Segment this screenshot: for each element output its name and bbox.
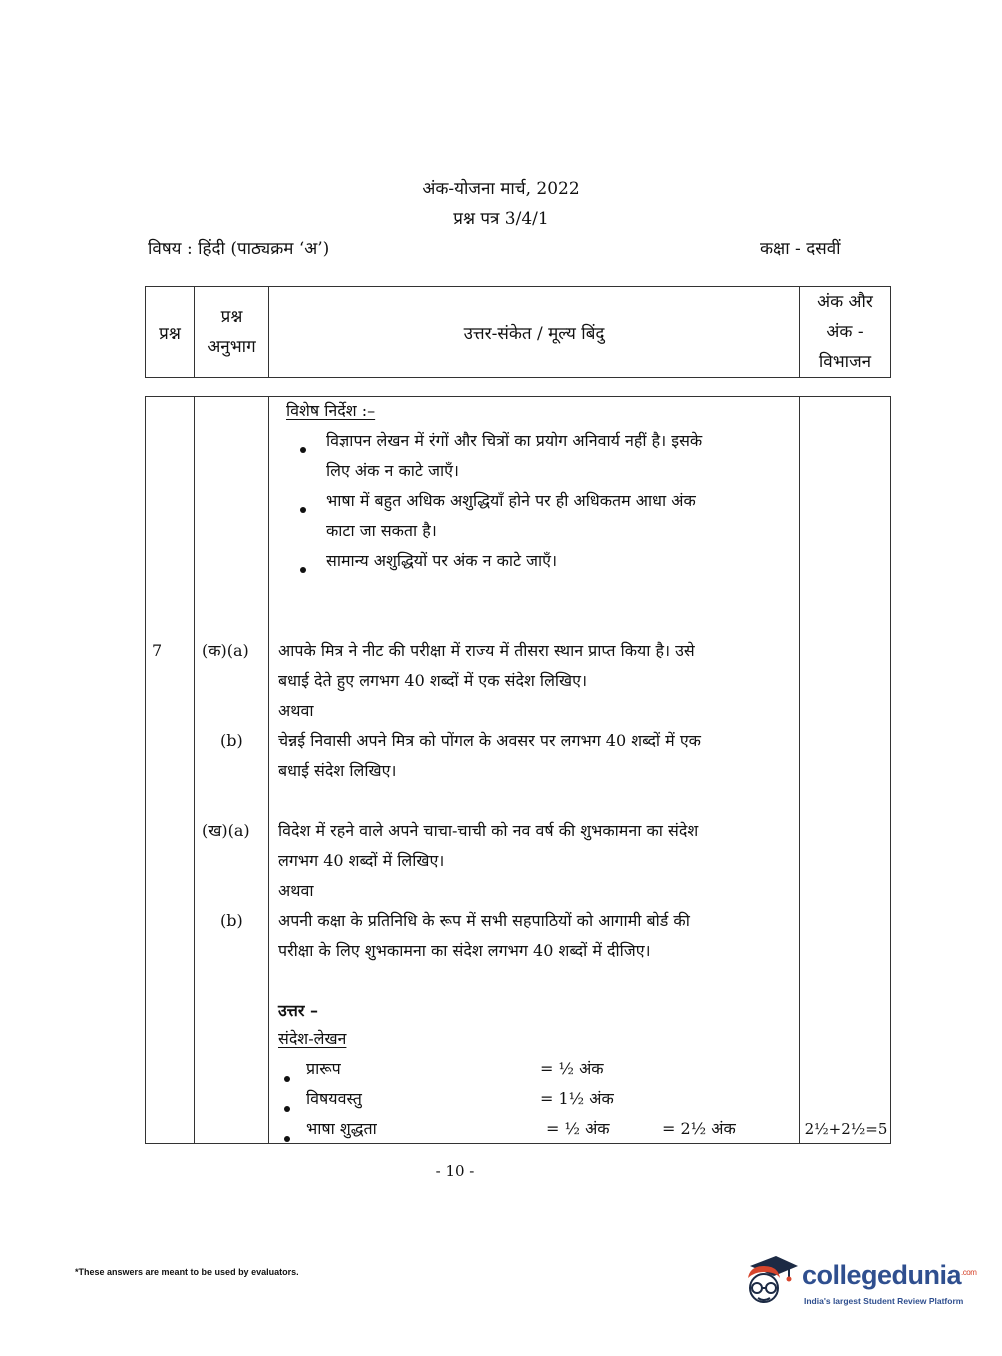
special-bullet-1: विज्ञापन लेखन में रंगों और चित्रों का प्रयोग अनिवार्य नहीं है। इसके लिए अंक न काटे जाएँ। (326, 431, 703, 480)
col-question: प्रश्न (159, 323, 181, 344)
page-number: - 10 - (435, 1162, 475, 1180)
marks-total: 2½+2½=5 (804, 1120, 888, 1138)
mascot-icon (742, 1252, 798, 1308)
part-kha-a-label: (ख)(a) (202, 821, 250, 840)
criterion-label: भाषा शुद्धता (306, 1119, 377, 1138)
col-section-2: अनुभाग (207, 337, 256, 357)
part-kha-a-text: विदेश में रहने वाले अपने चाचा-चाची को नव वर्ष की शुभकामना का संदेश लगभग 40 शब्दों में लिखिए। (278, 821, 699, 870)
or-label: अथवा (278, 881, 314, 900)
special-bullet-2: भाषा में बहुत अधिक अशुद्धियाँ होने पर ही अधिकतम आधा अंक काटा जा सकता है। (326, 491, 696, 540)
col-answer: उत्तर-संकेत / मूल्य बिंदु (463, 323, 605, 344)
part-ka-a-text: आपके मित्र ने नीट की परीक्षा में राज्य में तीसरा स्थान प्राप्त किया है। उसे बधाई देते हुए लगभग 40 शब्दों में एक संदेश लिखिए। (278, 641, 695, 690)
brand-suffix: .com (961, 1268, 977, 1277)
part-ka-b-text: चेन्नई निवासी अपने मित्र को पोंगल के अवसर पर लगभग 40 शब्दों में एक बधाई संदेश लिखिए। (278, 731, 701, 780)
special-heading: विशेष निर्देश :– (286, 401, 376, 420)
criterion-label: प्रारूप (306, 1059, 341, 1078)
col-marks-1: अंक और (817, 292, 873, 312)
class-label: कक्षा - दसवीं (760, 239, 841, 259)
paper-code: प्रश्न पत्र 3/4/1 (453, 209, 549, 229)
part-ka-b-label: (b) (220, 731, 243, 750)
col-section-1: प्रश्न (220, 307, 243, 327)
bullet-dot (300, 438, 306, 457)
bullet-dot (284, 1097, 290, 1116)
question-number: 7 (152, 641, 163, 660)
criterion-value: = 1½ अंक (540, 1089, 614, 1108)
answer-heading: उत्तर – (278, 1001, 318, 1020)
brand-tagline: India's largest Student Review Platform (804, 1296, 964, 1306)
col-marks-2: अंक - (826, 322, 864, 342)
part-kha-b-text: अपनी कक्षा के प्रतिनिधि के रूप में सभी सहपाठियों को आगामी बोर्ड की परीक्षा के लिए शुभकामना का संदेश लगभग 40 शब्दों में दीजिए। (278, 911, 690, 960)
part-kha-b-label: (b) (220, 911, 243, 930)
col-marks-3: विभाजन (818, 352, 872, 372)
criterion-total: = 2½ अंक (662, 1119, 736, 1138)
bullet-dot (284, 1127, 290, 1146)
subject-label: विषय : हिंदी (पाठ्यक्रम ‘अ’) (148, 239, 330, 259)
brand-name: collegedunia$^{.com}$ (802, 1260, 977, 1290)
special-bullet-3: सामान्य अशुद्धियों पर अंक न काटे जाएँ। (326, 551, 558, 570)
criterion-value: = ½ अंक (540, 1059, 604, 1078)
bullet-dot (300, 558, 306, 577)
evaluator-note: *These answers are meant to be used by evaluators. (75, 1267, 299, 1277)
answer-subheading: संदेश-लेखन (278, 1029, 347, 1048)
part-ka-a-label: (क)(a) (202, 641, 249, 660)
scheme-title: अंक-योजना मार्च, 2022 (422, 179, 580, 199)
column-header-table (145, 286, 891, 378)
bullet-dot (300, 498, 306, 517)
collegedunia-logo (742, 1252, 977, 1312)
bullet-dot (284, 1067, 290, 1086)
criterion-label: विषयवस्तु (306, 1089, 362, 1108)
or-label: अथवा (278, 701, 314, 720)
criterion-value: = ½ अंक (546, 1119, 610, 1138)
